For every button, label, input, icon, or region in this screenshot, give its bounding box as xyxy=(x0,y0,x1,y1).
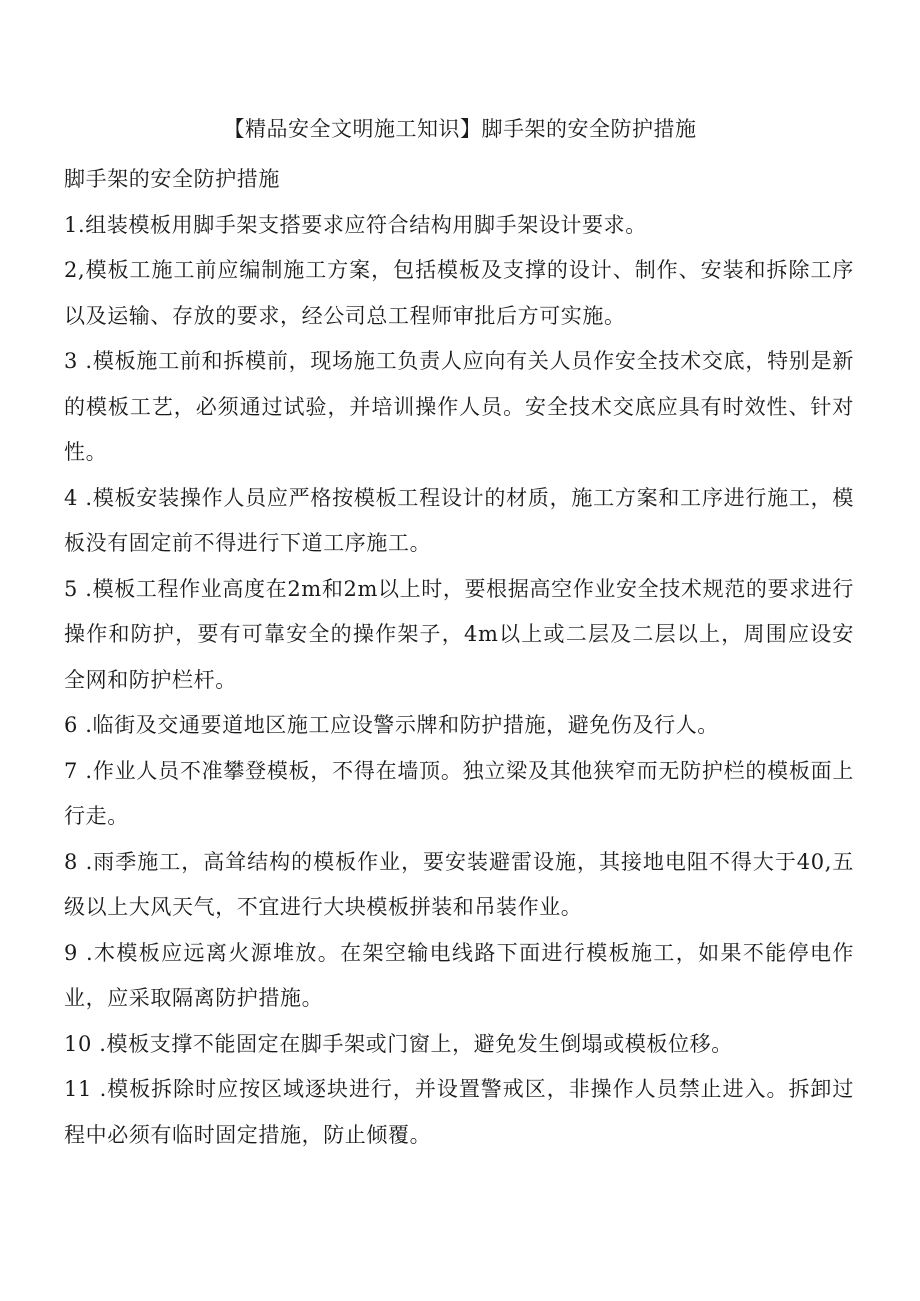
list-item-8: 8 .雨季施工，高耸结构的模板作业，要安装避雷设施，其接地电阻不得大于40,五级以上大风天气，不宜进行大块模板拼装和吊装作业。 xyxy=(64,849,854,919)
list-item-7: 7 .作业人员不准攀登模板，不得在墙顶。独立梁及其他狭窄而无防护栏的模板面上行走。 xyxy=(64,758,854,828)
list-item-4: 4 .模板安装操作人员应严格按模板工程设计的材质，施工方案和工序进行施工，模板没有固定前不得进行下道工序施工。 xyxy=(64,485,854,555)
document-title: 【精品安全文明施工知识】脚手架的安全防护措施 xyxy=(223,117,697,141)
list-item-11: 11 .模板拆除时应按区域逐块进行，并设置警戒区，非操作人员禁止进入。拆卸过程中必须有临时固定措施，防止倾覆。 xyxy=(64,1077,854,1147)
document-body xyxy=(64,157,854,1158)
section-heading: 脚手架的安全防护措施 xyxy=(64,167,280,191)
list-item-2: 2,模板工施工前应编制施工方案，包括模板及支撑的设计、制作、安装和拆除工序以及运输、存放的要求，经公司总工程师审批后方可实施。 xyxy=(64,258,854,328)
list-item-3: 3 .模板施工前和拆模前，现场施工负责人应向有关人员作安全技术交底，特别是新的模板工艺，必须通过试验，并培训操作人员。安全技术交底应具有时效性、针对性。 xyxy=(64,349,854,464)
list-item-5: 5 .模板工程作业高度在2m和2m以上时，要根据高空作业安全技术规范的要求进行操作和防护，要有可靠安全的操作架子，4m以上或二层及二层以上，周围应设安全网和防护栏杆。 xyxy=(64,576,854,692)
list-item-10: 10 .模板支撑不能固定在脚手架或门窗上，避免发生倒塌或模板位移。 xyxy=(64,1031,733,1056)
list-item-1: 1.组装模板用脚手架支搭要求应符合结构用脚手架设计要求。 xyxy=(64,212,647,237)
list-item-9: 9 .木模板应远离火源堆放。在架空输电线路下面进行模板施工，如果不能停电作业，应采取隔离防护措施。 xyxy=(64,940,854,1010)
list-item-6: 6 .临街及交通要道地区施工应设警示牌和防护措施，避免伤及行人。 xyxy=(64,713,719,737)
